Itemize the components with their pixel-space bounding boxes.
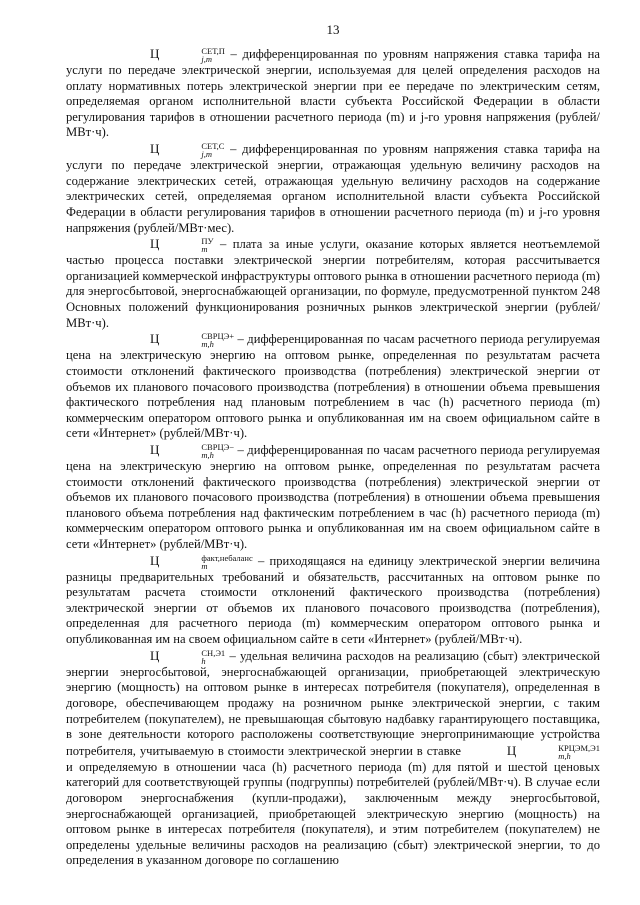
definition-paragraph-4 [66,331,600,442]
definition-text: – приходящаяся на единицу электрической энергии величина разницы предварительных требований и обязательств, рассчитанных на оптовом рынке по результатам расчета стоимости отклонений фактического производства (потребления) электрической энергии от объемов их планового почасового производства (потребления), определенная для расчетного периода (m) коммерческим оператором оптового рынка и опубликованная им на своем официальном сайте в сети «Интернет» (рублей/МВт·ч). [66,553,600,647]
definition-text-after: и определяемую в отношении часа (h) расчетного периода (m) для пятой и шестой ценовых категорий для соответствующей группы (подгруппы) потребителей (рублей/МВт·ч). В случае если договором энергоснабжения (купли-продажи), заключенным между энергосбытовой, энергоснабжающей организацией, приобретающей электрическую энергию (мощность) на оптовом рынке в интересах потребителя (покупателя), и этим потребителем (покупателем) не определены удельные величины расходов на реализацию (сбыт) электрической энергии, то до определения в указанном договоре по соглашению [66,759,600,868]
tariff-symbol: Ц СЕТ,С j,m [150,141,225,160]
tariff-symbol: Ц СН,Э1 h [150,647,226,666]
definition-text-before: – удельная величина расходов на реализацию (сбыт) электрической энергии энергосбытовой, энергоснабжающей организации, приобретающей электрическую энергию (мощность) на оптовом рынке в интересах потребителя (покупателя), определенная в договоре, обеспечивающем продажу на розничном рынке электрической энергии, с таким потребителем (покупателем), не превышающая сбытовую надбавку гарантирующего поставщика, в зоне деятельности которого расположены соответствующие энергопринимающие устройства потребителя, учитываемую в стоимости электрической энергии в ставке [66,648,600,758]
tariff-symbol: Ц СЕТ,П j,m [150,46,225,65]
definition-paragraph-3 [66,236,600,331]
definition-text: – дифференцированная по уровням напряжения ставка тарифа на услуги по передаче электрической энергии, используемая для целей определения расходов на оплату нормативных потерь электрической энергии при ее передаче по электрическим сетям, определяемая органом исполнительной власти субъекта Российской Федерации в области регулирования тарифов в отношении расчетного периода (m) и j-го уровня напряжения (рублей/МВт·ч). [66,47,600,140]
tariff-symbol: Ц факт,небаланс m [150,552,253,571]
tariff-symbol: Ц СВРЦЭ− m,h [150,441,235,461]
inline-tariff-symbol: Ц КРЦЭМ,Э1 m,h [506,742,600,761]
definition-paragraph-2 [66,141,600,236]
page-number: 13 [326,22,340,37]
tariff-symbol: Ц ПУ m [150,236,214,255]
definition-text: – дифференцированная по уровням напряжения ставка тарифа на услуги по передаче электрической энергии, отражающая удельную величину расходов на содержание электрических сетей, отражающая удельную величину расходов на содержание электрических сетей, определяемая органом исполнительной власти субъекта Российской Федерации в области регулирования тарифов в отношении расчетного периода (m) и j-го уровня напряжения (рублей/МВт·мес). [66,142,600,235]
definition-paragraph-7 [66,648,600,869]
definition-text: – плата за иные услуги, оказание которых является неотъемлемой частью процесса поставки электрической энергии потребителям, которая рассчитывается организацией коммерческой инфраструктуры оптового рынка в отношении расчетного периода (m) для энергосбытовой, энергоснабжающей организации, по формуле, предусмотренной пунктом 248 Основных положений функционирования розничных рынков электрической энергии (рублей/МВт·ч). [66,237,600,330]
tariff-symbol: Ц СВРЦЭ+ m,h [150,331,235,350]
definition-paragraph-5 [66,442,600,553]
definition-paragraph-6 [66,553,600,648]
definition-text: – дифференцированная по часам расчетного периода регулируемая цена на электрическую энергию на оптовом рынке, определенная по результатам расчета стоимости отклонений фактического производства (потребления) электрической энергии от объемов их планового почасового производства (потребления) в отношении объема превышения фактического потребления над плановым потреблением в час (h) расчетного периода (m) коммерческим оператором оптового рынка и опубликованная им на своем официальном сайте в сети «Интернет» (рублей/МВт·ч). [66,332,600,441]
definition-paragraph-1 [66,46,600,141]
definition-text: – дифференцированная по часам расчетного периода регулируемая цена на электрическую энергию на оптовом рынке, определенная по результатам расчета стоимости отклонений фактического производства (потребления) электрической энергии от объемов их планового почасового производства (потребления) в отношении объема превышения планового объема потребления над фактическим потреблением в час (h) расчетного периода (m) коммерческим оператором оптового рынка и опубликованная им на своем официальном сайте в сети «Интернет» (рублей/МВт·ч). [66,442,600,551]
